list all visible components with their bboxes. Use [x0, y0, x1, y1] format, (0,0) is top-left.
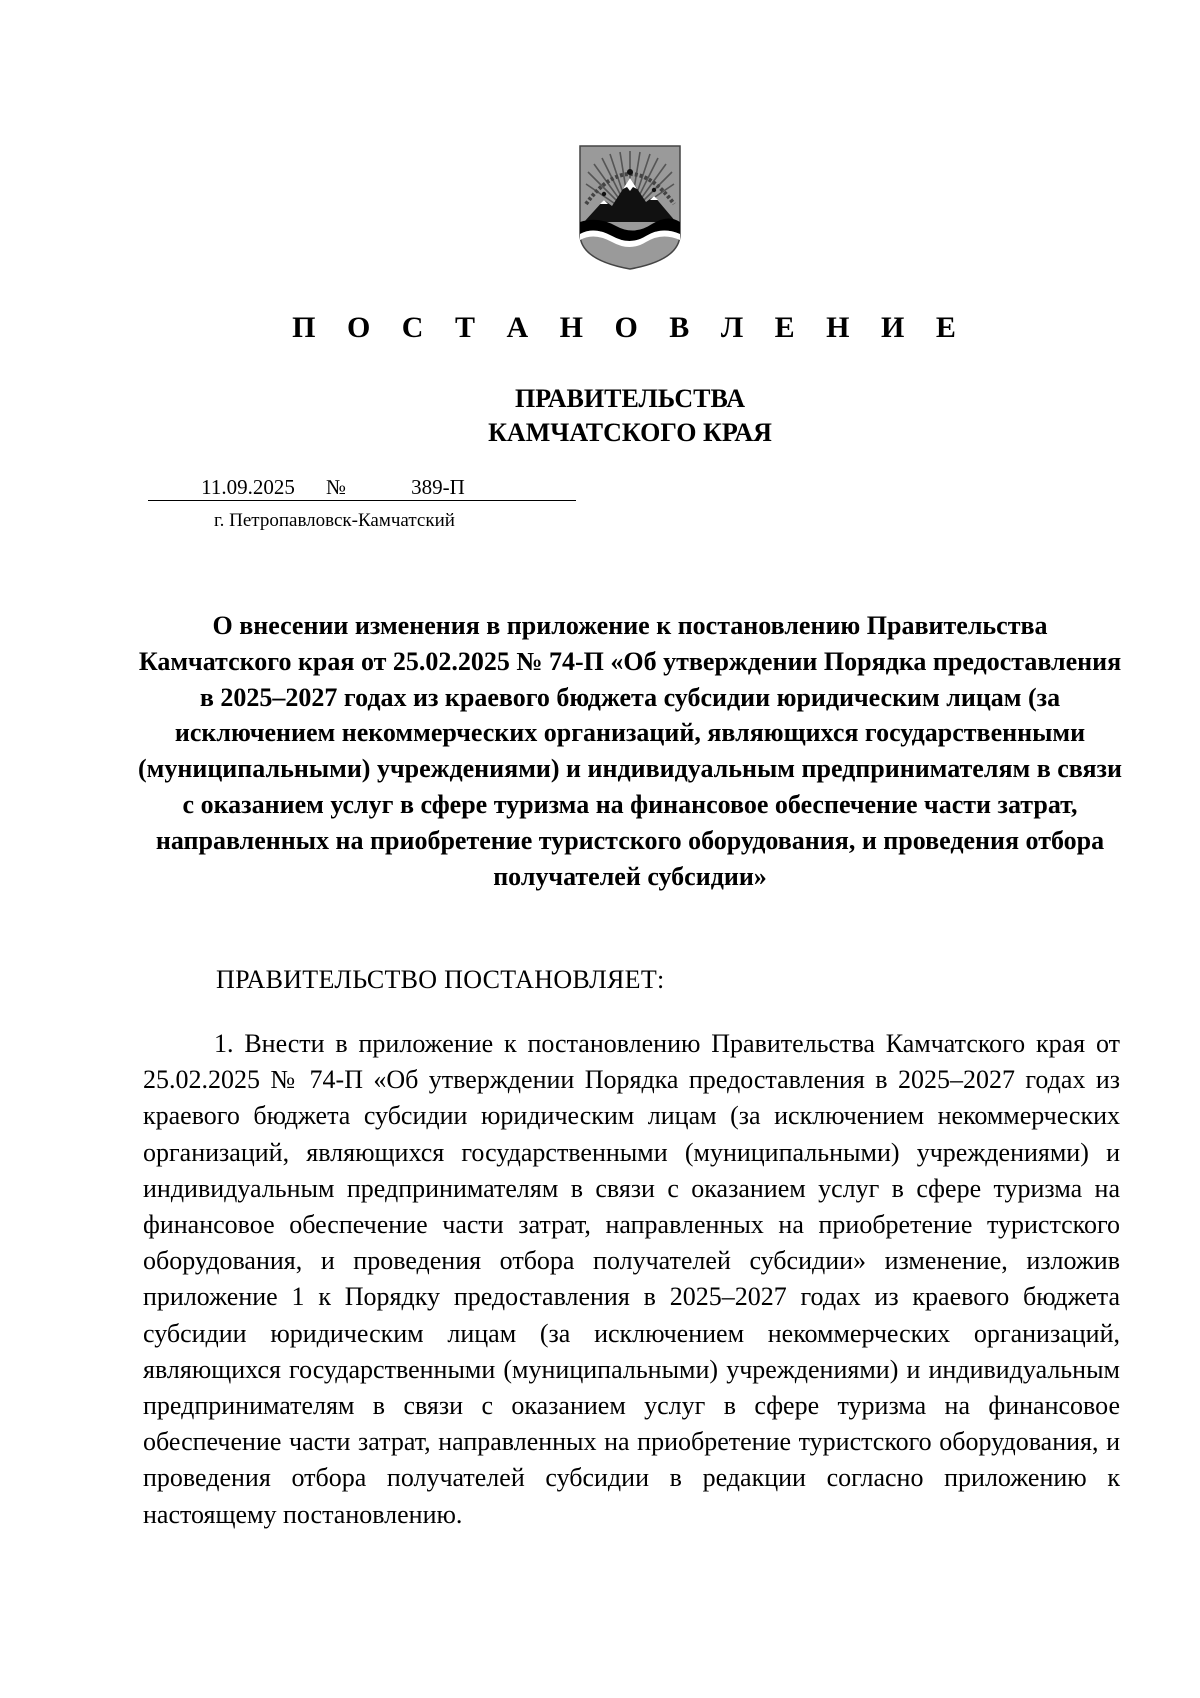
issuer-line-1: ПРАВИТЕЛЬСТВА — [515, 384, 745, 413]
issuer-heading — [0, 382, 1200, 450]
decree-statement: ПРАВИТЕЛЬСТВО ПОСТАНОВЛЯЕТ: — [216, 965, 665, 994]
date-number-line — [148, 473, 576, 501]
issuer-line-2: КАМЧАТСКОГО КРАЯ — [488, 418, 772, 447]
document-number-field — [354, 473, 576, 501]
number-sign: № — [316, 473, 356, 501]
document-type-heading: П О С Т А Н О В Л Е Н И Е — [292, 311, 968, 344]
document-number: 389-П — [411, 475, 465, 499]
paragraph-1: 1. Внести в приложение к постановлению Правительства Камчатского края от 25.02.2025 № 74-П «Об утверждении Порядка предоставления в 2025–2027 годах из краевого бюджета субсидии юридическим лицам (за исключением некоммерческих организаций, являющихся государственными (муниципальными) учреждениями) и индивидуальным предпринимателям в связи с оказанием услуг в сфере туризма на финансовое обеспечение части затрат, направленных на приобретение туристского оборудования, и проведения отбора получателей субсидии» изменение, изложив приложение 1 к Порядку предоставления в 2025–2027 годах из краевого бюджета субсидии юридическим лицам (за исключением некоммерческих организаций, являющихся государственными (муниципальными) учреждениями) и индивидуальным предпринимателям в связи с оказанием услуг в сфере туризма на финансовое обеспечение части затрат, направленных на приобретение туристского оборудования, и проведения отбора получателей субсидии в редакции согласно приложению к настоящему постановлению. — [143, 1029, 1120, 1529]
document-date-field — [148, 473, 318, 501]
coat-of-arms-emblem — [576, 142, 684, 272]
coat-of-arms-icon — [576, 142, 684, 272]
place-of-issue: г. Петропавловск-Камчатский — [214, 510, 455, 531]
document-date: 11.09.2025 — [201, 475, 295, 499]
document-subject-title: О внесении изменения в приложение к постановлению Правительства Камчатского края от 25.02.2025 № 74-П «Об утверждении Порядка предоставления в 2025–2027 годах из краевого бюджета субсидии юридическим лицам (за исключением некоммерческих организаций, являющихся государственными (муниципальными) учреждениями) и индивидуальным предпринимателям в связи с оказанием услуг в сфере туризма на финансовое обеспечение части затрат, направленных на приобретение туристского оборудования, и проведения отбора получателей субсидии» — [138, 611, 1122, 891]
